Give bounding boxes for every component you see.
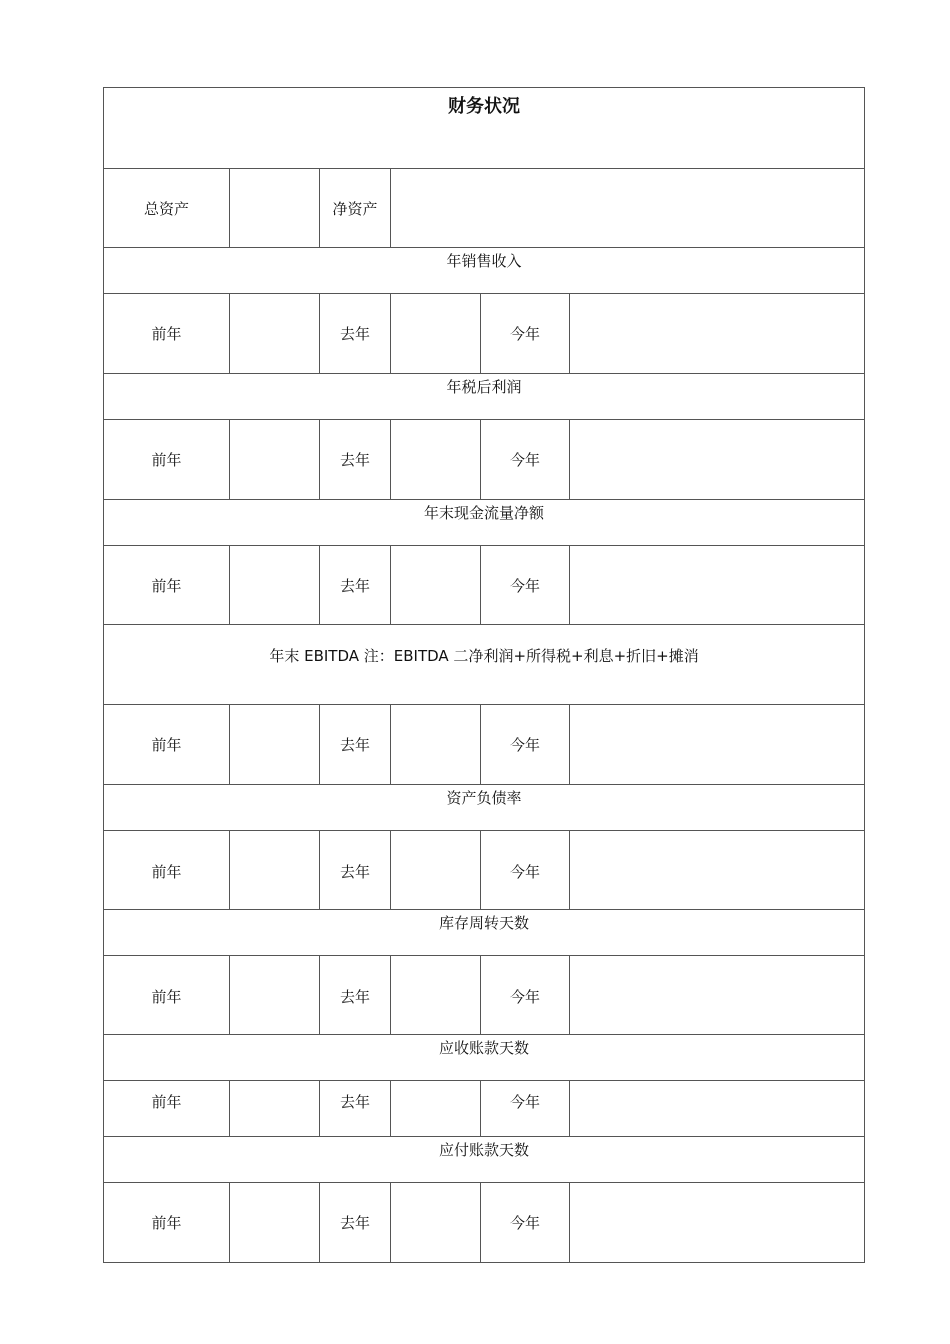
profit-prev2-value[interactable] (230, 420, 320, 500)
prev2-label: 前年 (104, 546, 230, 625)
cashflow-prev2-value[interactable] (230, 546, 320, 625)
current-label: 今年 (481, 1183, 570, 1263)
inventory-current-value[interactable] (570, 956, 865, 1035)
cashflow-prev1-value[interactable] (391, 546, 481, 625)
current-label: 今年 (481, 420, 570, 500)
current-label: 今年 (481, 1081, 570, 1137)
section-title-profit: 年税后利润 (104, 374, 865, 420)
section-title-receivable-days: 应收账款天数 (104, 1035, 865, 1081)
inventory-prev2-value[interactable] (230, 956, 320, 1035)
prev1-label: 去年 (320, 705, 391, 785)
receivable-prev1-value[interactable] (391, 1081, 481, 1137)
sales-prev2-value[interactable] (230, 294, 320, 374)
financial-table (103, 87, 865, 1263)
section-title-sales: 年销售收入 (104, 248, 865, 294)
prev2-label: 前年 (104, 705, 230, 785)
sales-prev1-value[interactable] (391, 294, 481, 374)
financial-status-form (103, 87, 864, 1263)
current-label: 今年 (481, 546, 570, 625)
ebitda-prev2-value[interactable] (230, 705, 320, 785)
form-title: 财务状况 (104, 88, 865, 169)
payable-current-value[interactable] (570, 1183, 865, 1263)
receivable-prev2-value[interactable] (230, 1081, 320, 1137)
ebitda-prev1-value[interactable] (391, 705, 481, 785)
current-label: 今年 (481, 831, 570, 910)
prev2-label: 前年 (104, 420, 230, 500)
ebitda-current-value[interactable] (570, 705, 865, 785)
debt-ratio-prev2-value[interactable] (230, 831, 320, 910)
sales-current-value[interactable] (570, 294, 865, 374)
section-title-inventory-days: 库存周转天数 (104, 910, 865, 956)
debt-ratio-current-value[interactable] (570, 831, 865, 910)
section-title-cashflow: 年末现金流量净额 (104, 500, 865, 546)
net-assets-label: 净资产 (320, 169, 391, 248)
inventory-prev1-value[interactable] (391, 956, 481, 1035)
prev1-label: 去年 (320, 546, 391, 625)
prev2-label: 前年 (104, 956, 230, 1035)
prev1-label: 去年 (320, 420, 391, 500)
current-label: 今年 (481, 956, 570, 1035)
section-title-ebitda: 年末 EBITDA 注：EBITDA 二净利润+所得税+利息+折旧+摊消 (104, 625, 865, 705)
profit-prev1-value[interactable] (391, 420, 481, 500)
prev1-label: 去年 (320, 1081, 391, 1137)
prev2-label: 前年 (104, 1081, 230, 1137)
prev1-label: 去年 (320, 1183, 391, 1263)
debt-ratio-prev1-value[interactable] (391, 831, 481, 910)
total-assets-label: 总资产 (104, 169, 230, 248)
current-label: 今年 (481, 705, 570, 785)
payable-prev2-value[interactable] (230, 1183, 320, 1263)
profit-current-value[interactable] (570, 420, 865, 500)
prev1-label: 去年 (320, 831, 391, 910)
section-title-payable-days: 应付账款天数 (104, 1137, 865, 1183)
prev2-label: 前年 (104, 1183, 230, 1263)
cashflow-current-value[interactable] (570, 546, 865, 625)
current-label: 今年 (481, 294, 570, 374)
prev2-label: 前年 (104, 294, 230, 374)
total-assets-value[interactable] (230, 169, 320, 248)
prev1-label: 去年 (320, 956, 391, 1035)
section-title-debt-ratio: 资产负债率 (104, 785, 865, 831)
payable-prev1-value[interactable] (391, 1183, 481, 1263)
prev2-label: 前年 (104, 831, 230, 910)
net-assets-value[interactable] (391, 169, 865, 248)
prev1-label: 去年 (320, 294, 391, 374)
receivable-current-value[interactable] (570, 1081, 865, 1137)
